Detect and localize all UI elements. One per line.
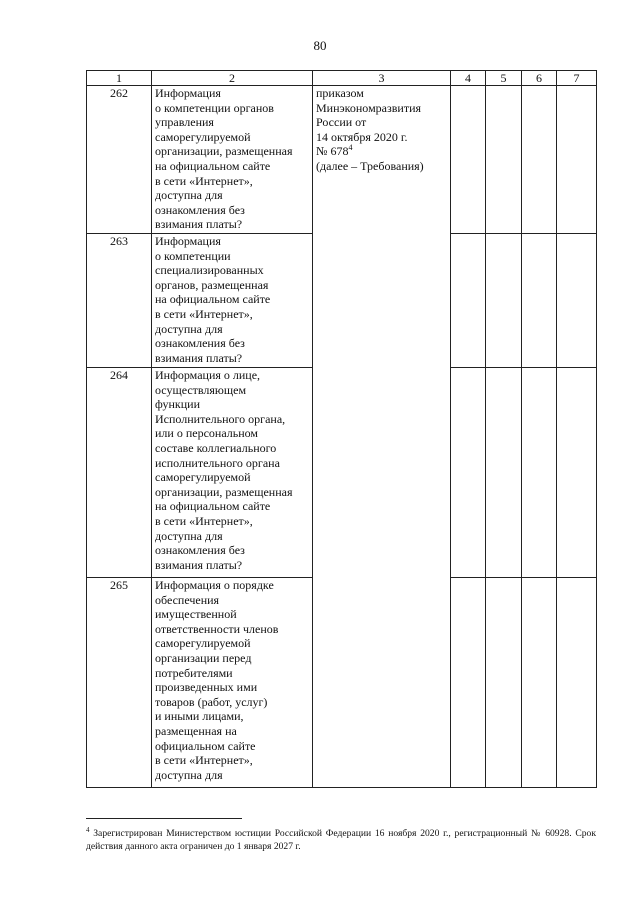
- col-header-5: 5: [486, 71, 522, 86]
- col-header-3: 3: [313, 71, 451, 86]
- answer-cell: [451, 578, 486, 788]
- footnote-number: 4: [86, 825, 90, 834]
- col-header-6: 6: [522, 71, 557, 86]
- question-text: Информация о компетенции органов управления саморегулируемой организации, размещенная на официальном сайте в сети «Интернет», доступна для ознакомления без взимания платы?: [152, 86, 313, 234]
- answer-cell: [486, 86, 522, 234]
- question-text: Информация о лице, осуществляющем функции Исполнительного органа, или о персональном составе коллегиального исполнительного органа саморегулируемой организации, размещенная на официальном сайте в сети «Интернет», доступна для ознакомления без взимания платы?: [152, 368, 313, 578]
- answer-cell: [522, 578, 557, 788]
- footnote: [86, 827, 596, 853]
- question-text: Информация о порядке обеспечения имущественной ответственности членов саморегулируемой организации перед потребителями произведенных ими товаров (работ, услуг) и иными лицами, размещенная на официальном сайте в сети «Интернет», доступна для: [152, 578, 313, 788]
- footnote-divider: [86, 818, 242, 819]
- header-row: [87, 71, 597, 86]
- answer-cell: [451, 86, 486, 234]
- row-number: 264: [87, 368, 152, 578]
- answer-cell: [486, 368, 522, 578]
- col-header-7: 7: [557, 71, 597, 86]
- answer-cell: [486, 578, 522, 788]
- question-text: Информация о компетенции специализированных органов, размещенная на официальном сайте в сети «Интернет», доступна для ознакомления без взимания платы?: [152, 234, 313, 368]
- answer-cell: [451, 368, 486, 578]
- answer-cell: [522, 86, 557, 234]
- col-header-1: 1: [87, 71, 152, 86]
- row-number: 265: [87, 578, 152, 788]
- answer-cell: [522, 234, 557, 368]
- col-header-2: 2: [152, 71, 313, 86]
- requirement-reference: приказом Минэкономразвития России от 14 октября 2020 г. № $678^4$ (далее – Требования): [313, 86, 451, 788]
- page-number: 80: [313, 38, 327, 53]
- row-number: 263: [87, 234, 152, 368]
- answer-cell: [557, 578, 597, 788]
- checklist-table: [86, 70, 597, 788]
- table-row: [87, 86, 597, 234]
- answer-cell: [451, 234, 486, 368]
- col-header-4: 4: [451, 71, 486, 86]
- row-number: 262: [87, 86, 152, 234]
- answer-cell: [557, 86, 597, 234]
- answer-cell: [522, 368, 557, 578]
- answer-cell: [486, 234, 522, 368]
- answer-cell: [557, 234, 597, 368]
- footnote-mark: 4: [348, 143, 353, 153]
- footnote-text: Зарегистрирован Министерством юстиции Российской Федерации 16 ноября 2020 г., регистрационный № 60928. Срок действия данного акта ограничен до 1 января 2027 г.: [86, 828, 596, 852]
- answer-cell: [557, 368, 597, 578]
